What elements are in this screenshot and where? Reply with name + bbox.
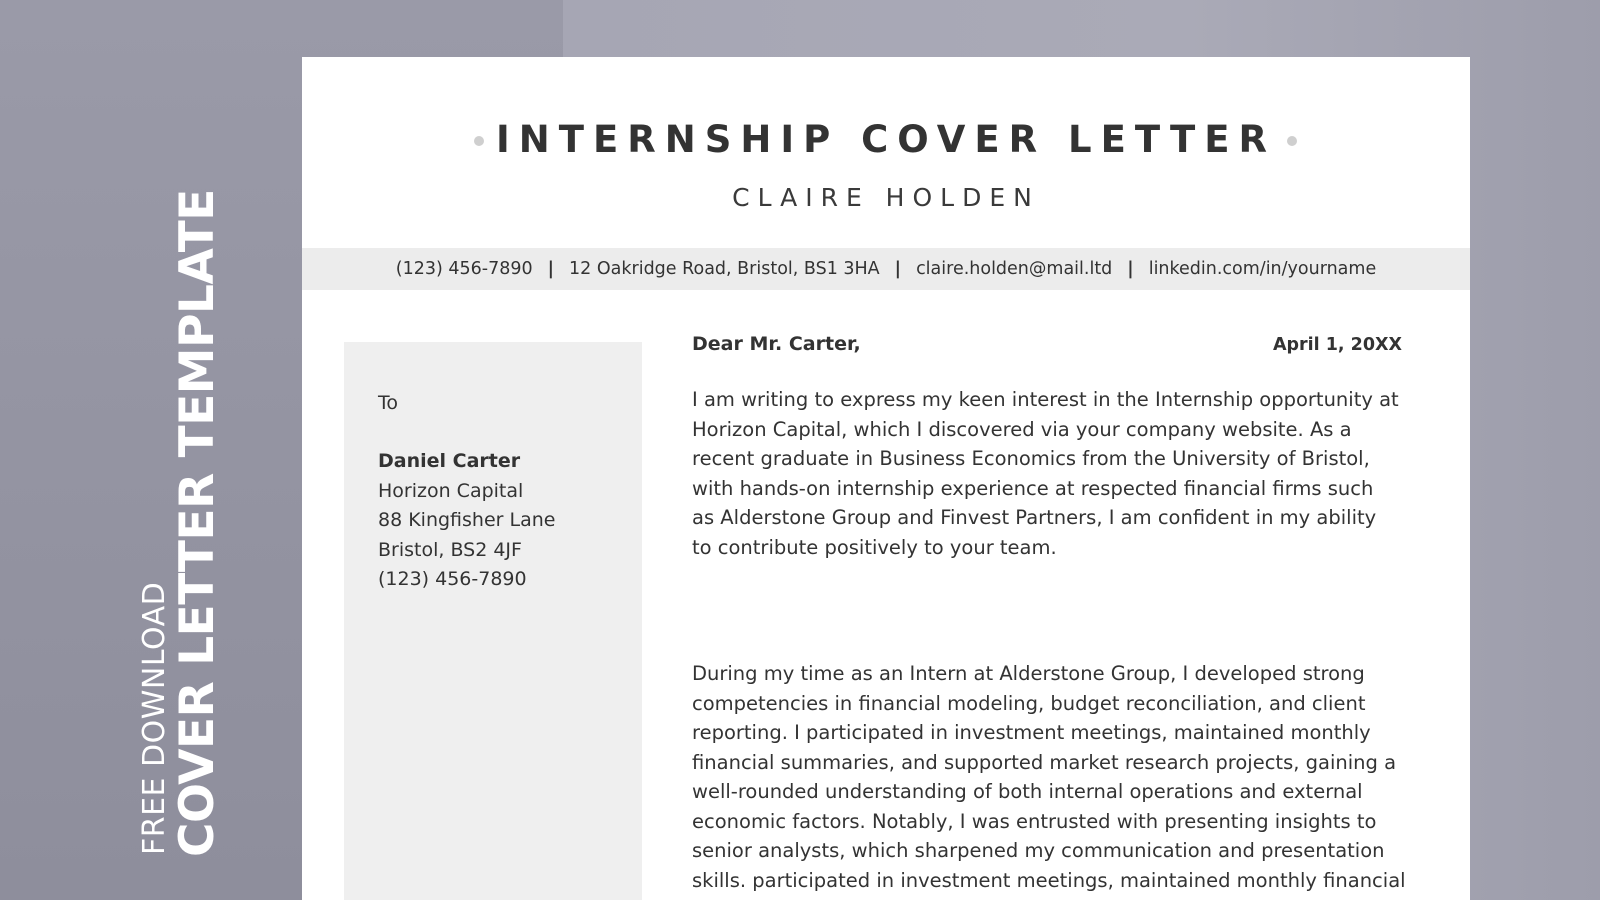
to-label: To [378, 392, 399, 414]
paragraph-line: financial summaries, and supported market research projects, gaining a [692, 750, 1397, 774]
contact-separator: | [1127, 259, 1134, 279]
title-dot-left [474, 136, 484, 146]
recipient-phone: (123) 456-7890 [378, 568, 527, 590]
contact-bar [302, 248, 1470, 290]
paragraph-line: with hands-on internship experience at respected financial firms such [692, 476, 1374, 500]
recipient-street: 88 Kingfisher Lane [378, 509, 556, 531]
paragraph-line: senior analysts, which sharpened my communication and presentation [692, 839, 1385, 862]
contact-phone: (123) 456-7890 [395, 259, 533, 279]
body-paragraph-1 [692, 385, 1412, 562]
body-paragraph-2 [692, 659, 1412, 895]
recipient-company: Horizon Capital [378, 479, 524, 502]
template-title: COVER LETTER TEMPLATE [170, 189, 225, 857]
greeting: Dear Mr. Carter, [692, 333, 861, 355]
contact-address: 12 Oakridge Road, Bristol, BS1 3HA [569, 259, 880, 279]
recipient-city: Bristol, BS2 4JF [378, 538, 522, 561]
free-download-label: FREE DOWNLOAD [137, 581, 172, 855]
side-banner [0, 0, 300, 900]
paragraph-line: During my time as an Intern at Alderstone Group, I developed strong [692, 662, 1365, 685]
paragraph-line: I am writing to express my keen interest in the Internship opportunity at [692, 388, 1399, 411]
contact-email: claire.holden@mail.ltd [916, 259, 1113, 279]
contact-separator: | [894, 259, 902, 279]
applicant-name: CLAIRE HOLDEN [732, 183, 1040, 212]
paragraph-line: as Alderstone Group and Finvest Partners, I am confident in my ability [692, 506, 1377, 529]
paragraph-line: economic factors. Notably, I was entrusted with presenting insights to [692, 809, 1377, 833]
paragraph-line: competencies in financial modeling, budget reconciliation, and client [692, 691, 1366, 715]
title-dot-right [1287, 136, 1297, 146]
paragraph-line: reporting. I participated in investment meetings, maintained monthly [692, 721, 1371, 744]
title-row [302, 115, 1470, 165]
contact-linkedin: linkedin.com/in/yourname [1148, 259, 1377, 279]
letter-title: INTERNSHIP COVER LETTER [496, 118, 1276, 161]
recipient-address-block [378, 447, 555, 595]
contact-separator: | [547, 259, 555, 279]
paragraph-line: Horizon Capital, which I discovered via your company website. As a [692, 417, 1352, 441]
recipient-name: Daniel Carter [378, 450, 521, 472]
paragraph-line: well-rounded understanding of both internal operations and external [692, 780, 1363, 803]
paragraph-line: recent graduate in Business Economics from the University of Bristol, [692, 447, 1370, 470]
paragraph-line: skills. participated in investment meetings, maintained monthly financial [692, 868, 1406, 892]
letter-date: April 1, 20XX [1272, 335, 1402, 355]
paragraph-line: to contribute positively to your team. [692, 535, 1057, 559]
recipient-panel [344, 342, 642, 900]
